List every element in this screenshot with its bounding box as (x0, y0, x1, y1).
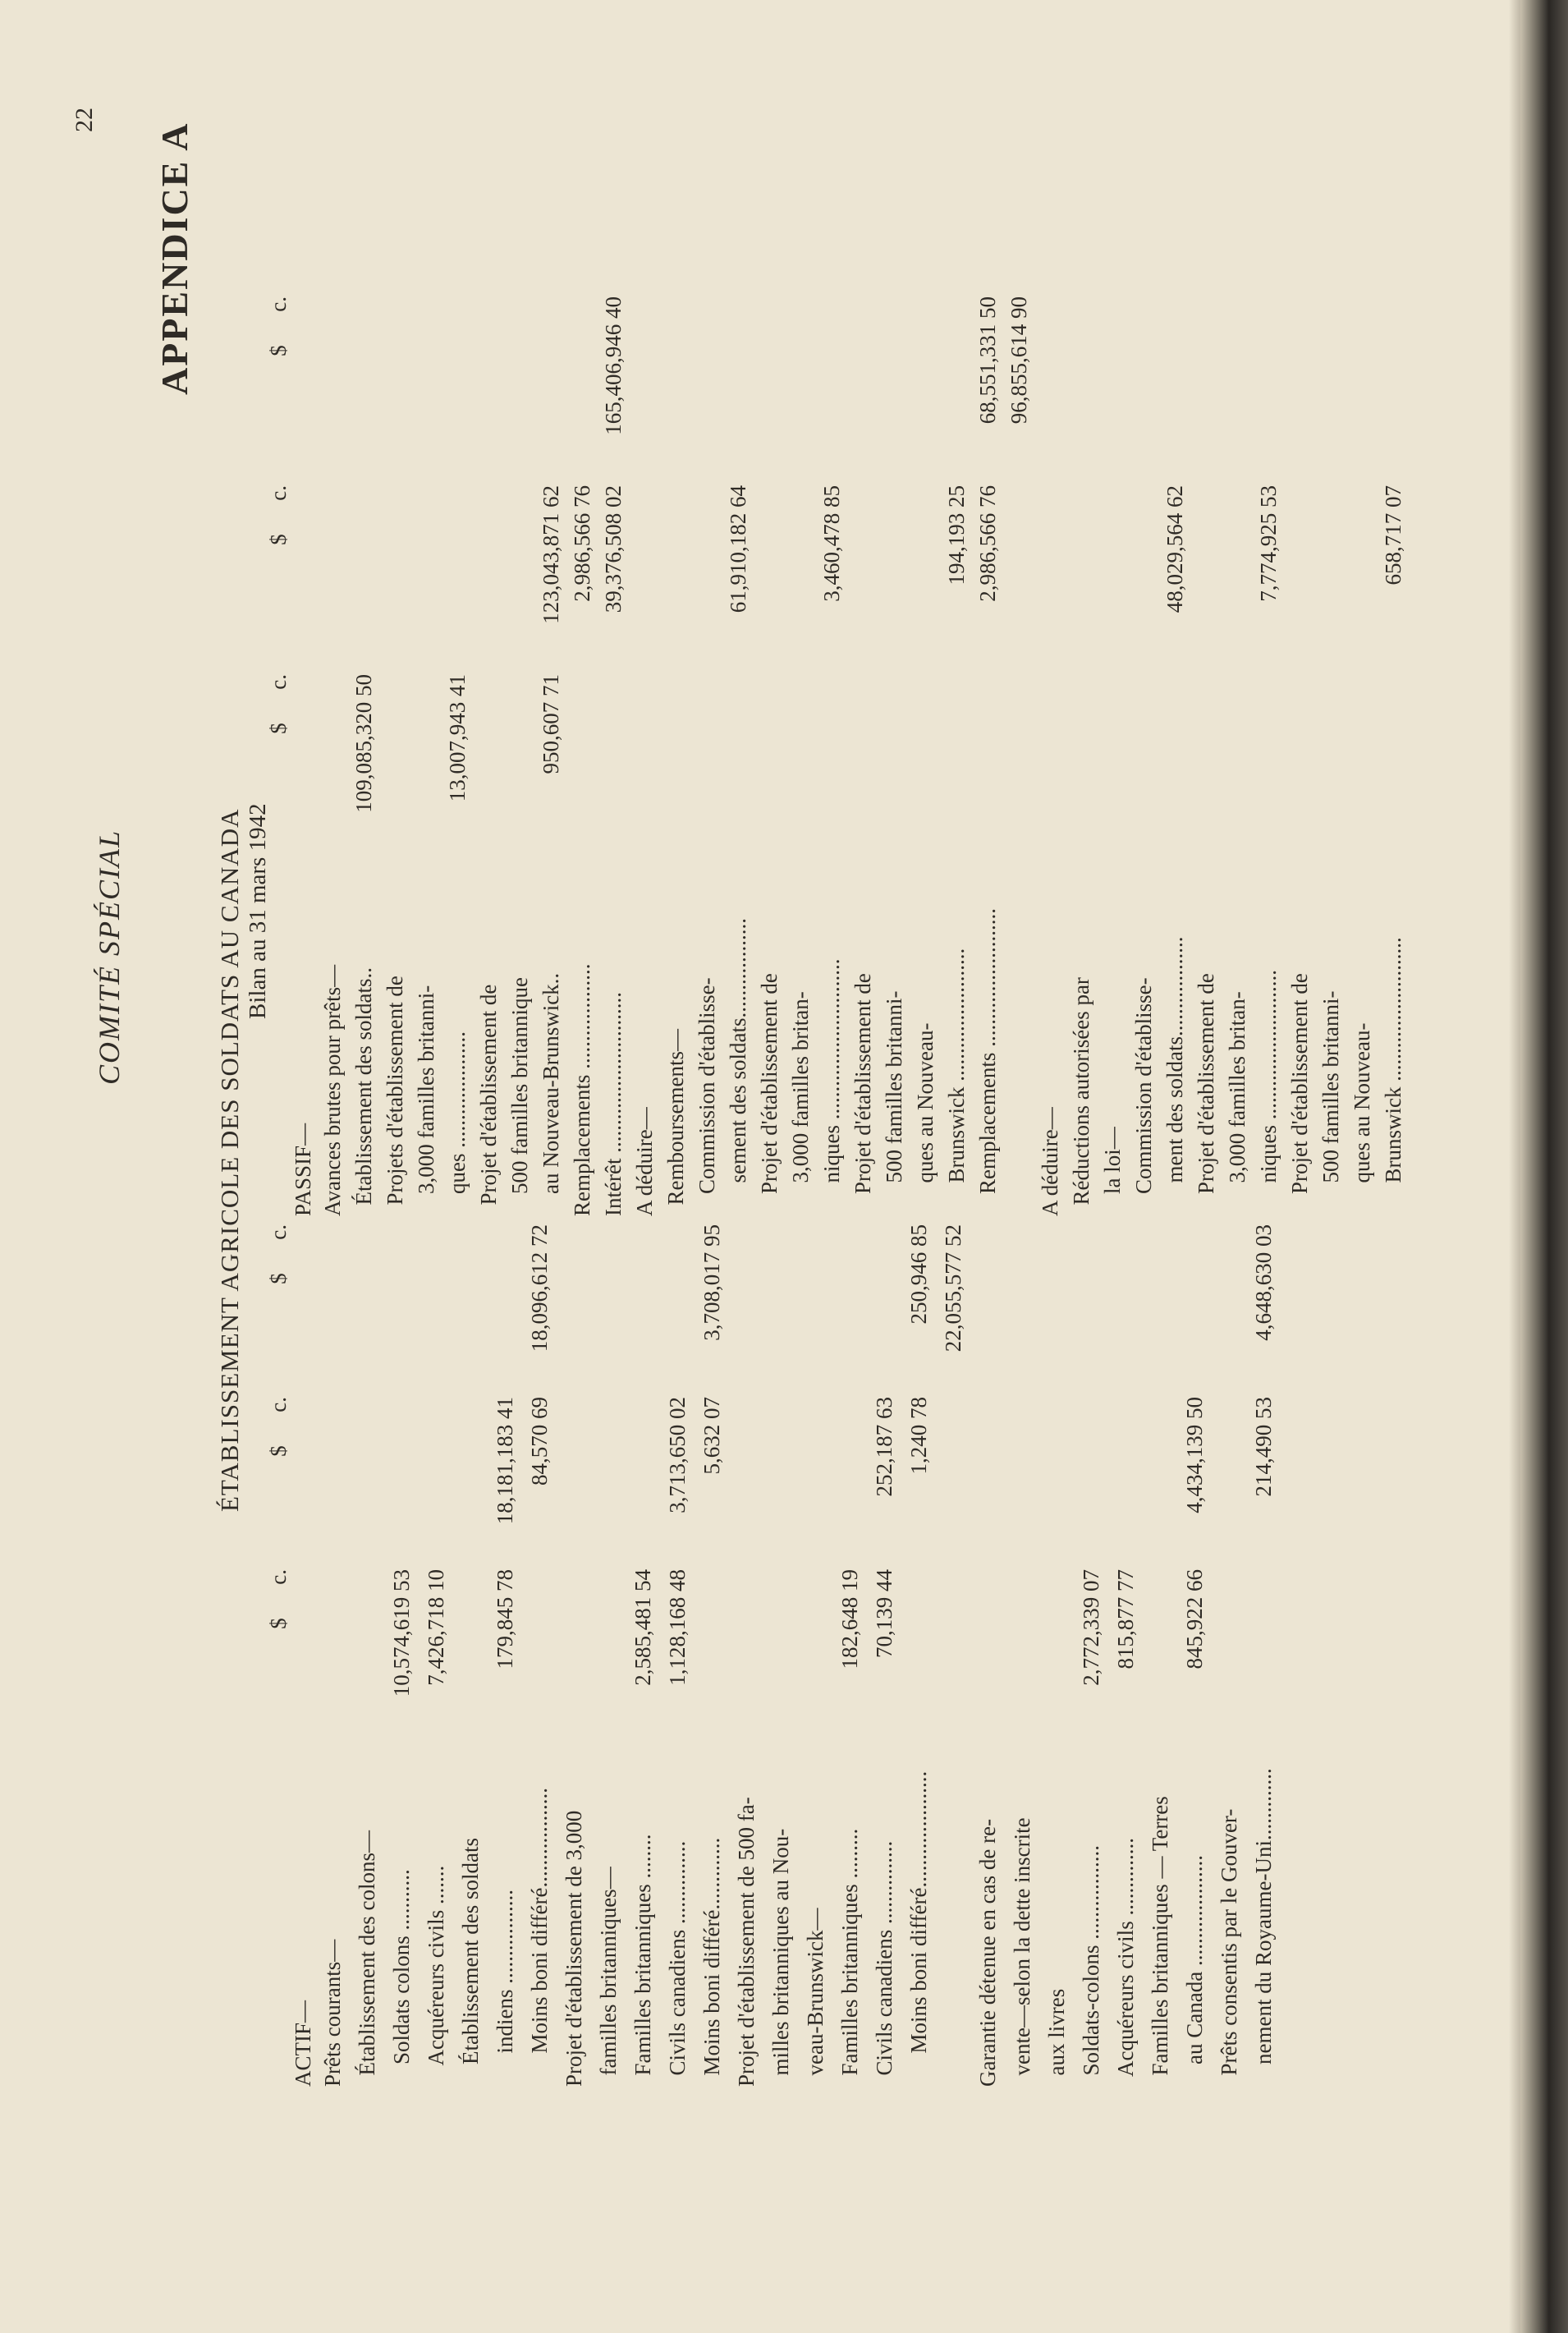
actif-amount-c: 18,096,612 72 (527, 1224, 552, 1352)
passif-line-label: Réductions autorisées par (1069, 977, 1093, 1216)
actif-line-label: veau-Brunswick— (803, 1908, 828, 2087)
actif-line-label: Soldats-colons ................. (1079, 1845, 1103, 2087)
passif-line-label: ment des soldats.................. (1162, 936, 1187, 1216)
passif-line-label: A déduire— (1038, 1107, 1062, 1216)
passif-line-label: ques ..................... (445, 1031, 470, 1216)
actif-amount-a: 182,648 19 (837, 1569, 862, 1669)
actif-line-label: Acquéreurs civils .............. (1113, 1838, 1138, 2087)
book-spine (1520, 0, 1568, 2333)
actif-line-label: vente—selon la dette inscrite (1010, 1817, 1034, 2087)
passif-line-label: Projet d'établissement de (850, 973, 875, 1216)
actif-amount-c: 3,708,017 95 (699, 1224, 724, 1341)
passif-amount-b: 2,986,566 76 (975, 485, 1000, 602)
passif-line-label: Projet d'établissement de (1194, 973, 1218, 1216)
passif-line-label: Commission d'établisse- (695, 977, 719, 1216)
running-header: COMITÉ SPÉCIAL (93, 829, 126, 1085)
passif-line-label: Projets d'établissement de (383, 976, 407, 1216)
actif-line-label: Civils canadiens ............... (665, 1840, 690, 2087)
actif-amount-b: 5,632 07 (699, 1397, 724, 1475)
actif-amount-a: 1,128,168 48 (665, 1569, 690, 1686)
passif-line-label: ques au Nouveau- (913, 1022, 938, 1216)
passif-line-label: niques ........................... (1256, 970, 1281, 1216)
passif-amount-b: 7,774,925 53 (1256, 485, 1281, 602)
passif-line-label: Remplacements ................... (570, 963, 594, 1216)
actif-amount-c: 4,648,630 03 (1251, 1224, 1276, 1341)
actif-amount-a: 2,772,339 07 (1079, 1569, 1103, 1686)
actif-line-label: Familles britanniques ......... (837, 1828, 862, 2087)
appendix-label: APPENDICE A (154, 122, 195, 395)
passif-currency-header: $ c. (266, 674, 291, 734)
actif-line-label: familles britanniques— (596, 1867, 621, 2087)
actif-heading: ACTIF— (291, 2000, 315, 2087)
passif-line-label: 3,000 familles britanni- (414, 985, 438, 1216)
actif-line-label: au Canada .................... (1182, 1855, 1207, 2087)
passif-line-label: 500 familles britannique (507, 977, 532, 1216)
actif-line-label: milles britanniques au Nou- (768, 1828, 793, 2087)
passif-amount-b: 194,193 25 (944, 485, 969, 586)
actif-line-label: Familles britanniques — Terres (1148, 1796, 1172, 2087)
actif-amount-b: 18,181,183 41 (493, 1397, 517, 1525)
actif-amount-a: 179,845 78 (493, 1569, 517, 1669)
actif-amount-a: 10,574,619 53 (389, 1569, 414, 1697)
passif-heading: PASSIF— (291, 1123, 315, 1216)
actif-currency-header: $ c. (266, 1569, 291, 1629)
actif-line-label: Garantie détenue en cas de re- (975, 1818, 1000, 2087)
passif-line-label: Intérêt ............................. (601, 992, 626, 1216)
passif-amount-c: 165,406,946 40 (601, 296, 626, 435)
actif-line-label: Soldats colons ........... (389, 1869, 414, 2087)
passif-amount-a: 13,007,943 41 (445, 674, 470, 802)
passif-line-label: Établissement des soldats.. (351, 967, 376, 1216)
actif-line-label: indiens ................. (493, 1890, 517, 2087)
passif-amount-c: 96,855,614 90 (1006, 296, 1031, 425)
passif-amount-a: 109,085,320 50 (351, 674, 376, 813)
passif-amount-b: 39,376,508 02 (601, 485, 626, 613)
actif-line-label: Acquéreurs civils ....... (424, 1865, 448, 2087)
actif-line-label: Établissement des soldats (458, 1838, 483, 2087)
actif-amount-b: 252,187 63 (872, 1397, 896, 1497)
actif-amount-c: 250,946 85 (906, 1224, 931, 1325)
actif-amount-a: 845,922 66 (1182, 1569, 1207, 1669)
actif-line-label: Familles britanniques ........ (630, 1834, 655, 2087)
passif-line-label: Brunswick ........................ (944, 948, 969, 1216)
actif-line-label: Prêts courants— (320, 1939, 345, 2087)
passif-line-label: Remboursements— (663, 1029, 688, 1216)
actif-line-label: Moins boni différé............. (699, 1837, 724, 2087)
passif-line-label: Remplacements ......................... (975, 908, 1000, 1216)
actif-currency-header: $ c. (266, 1224, 291, 1284)
actif-amount-b: 1,240 78 (906, 1397, 931, 1475)
passif-line-label: Projet d'établissement de (757, 973, 782, 1216)
actif-line-label: Civils canadiens ............... (872, 1840, 896, 2087)
actif-amount-b: 3,713,650 02 (665, 1397, 690, 1513)
actif-line-label: Moins boni différé..................... (906, 1770, 931, 2087)
passif-line-label: Avances brutes pour prêts— (320, 964, 345, 1216)
actif-amount-c: 22,055,577 52 (941, 1224, 965, 1352)
passif-currency-header: $ c. (266, 296, 291, 356)
passif-amount-b: 658,717 07 (1381, 485, 1405, 586)
passif-amount-a: 950,607 71 (539, 674, 563, 774)
actif-line-label: Prêts consentis par le Gouver- (1217, 1808, 1241, 2087)
actif-line-label: nement du Royaume-Uni............. (1251, 1768, 1276, 2087)
passif-line-label: 500 familles britanni- (882, 990, 906, 1216)
page-number: 22 (71, 108, 98, 132)
actif-line-label: Projet d'établissement de 3,000 (562, 1810, 586, 2087)
actif-line-label: Projet d'établissement de 500 fa- (734, 1797, 759, 2087)
document-subtitle: Bilan au 31 mars 1942 (245, 803, 271, 1019)
passif-line-label: Brunswick .......................... (1381, 937, 1405, 1216)
actif-amount-a: 70,139 44 (872, 1569, 896, 1658)
actif-amount-b: 4,434,139 50 (1182, 1397, 1207, 1513)
passif-line-label: Projet d'établissement de (476, 984, 501, 1216)
passif-amount-b: 61,910,182 64 (726, 485, 750, 613)
passif-line-label: A déduire— (632, 1107, 657, 1216)
actif-amount-b: 214,490 53 (1251, 1397, 1276, 1497)
actif-line-label: aux livres (1044, 1988, 1069, 2087)
actif-amount-b: 84,570 69 (527, 1397, 552, 1486)
actif-currency-header: $ c. (266, 1397, 291, 1457)
document-title: ÉTABLISSEMENT AGRICOLE DES SOLDATS AU CANADA (215, 808, 244, 1512)
passif-line-label: 3,000 familles britan- (788, 991, 813, 1216)
passif-line-label: Projet d'établissement de (1287, 973, 1312, 1216)
actif-amount-a: 2,585,481 54 (630, 1569, 655, 1686)
passif-line-label: niques ............................. (819, 958, 844, 1216)
passif-amount-b: 123,043,871 62 (539, 485, 563, 624)
passif-amount-b: 48,029,564 62 (1162, 485, 1187, 613)
passif-line-label: au Nouveau-Brunswick.. (539, 972, 563, 1216)
passif-line-label: la loi— (1100, 1127, 1125, 1216)
passif-line-label: 3,000 familles britan- (1225, 991, 1249, 1216)
passif-amount-b: 3,460,478 85 (819, 485, 844, 602)
passif-amount-c: 68,551,331 50 (975, 296, 1000, 425)
passif-line-label: Commission d'établisse- (1131, 977, 1156, 1216)
actif-line-label: Moins boni différé.................. (527, 1788, 552, 2087)
actif-line-label: Établissement des colons— (355, 1830, 379, 2087)
passif-line-label: ques au Nouveau- (1350, 1022, 1374, 1216)
passif-amount-b: 2,986,566 76 (570, 485, 594, 602)
passif-line-label: sement des soldats.................. (726, 918, 750, 1216)
passif-line-label: 500 familles britanni- (1318, 990, 1343, 1216)
page-edge-shadow (1509, 0, 1520, 2333)
actif-amount-a: 7,426,718 10 (424, 1569, 448, 1686)
passif-currency-header: $ c. (266, 485, 291, 545)
actif-amount-a: 815,877 77 (1113, 1569, 1138, 1669)
